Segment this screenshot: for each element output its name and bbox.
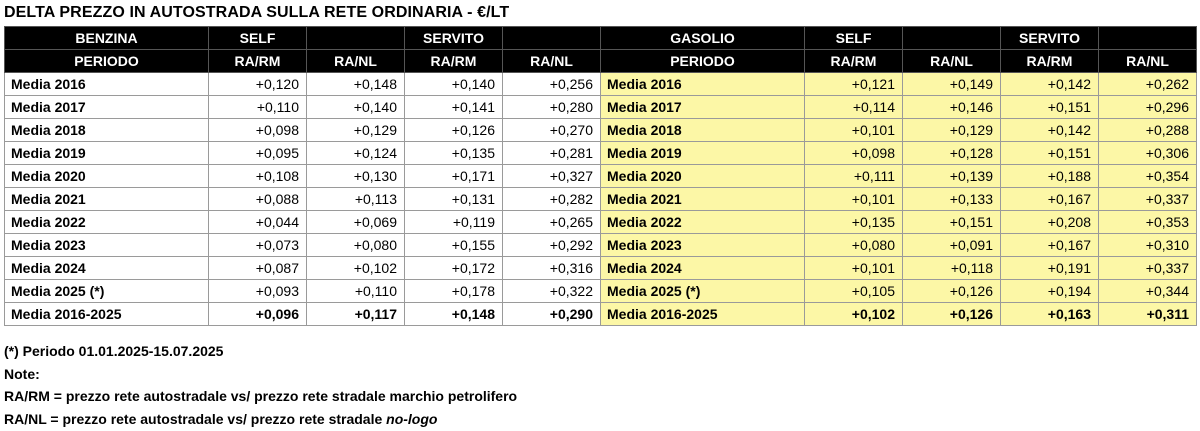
benzina-value-cell: +0,080: [307, 234, 405, 257]
gasolio-group-header: SERVITO: [1001, 27, 1099, 50]
gasolio-period-cell: Media 2017: [601, 96, 805, 119]
benzina-value-cell: +0,280: [503, 96, 601, 119]
benzina-value-cell: +0,148: [307, 73, 405, 96]
gasolio-value-cell: +0,306: [1099, 142, 1197, 165]
benzina-period-cell: Media 2016: [5, 73, 209, 96]
gasolio-value-cell: +0,111: [805, 165, 903, 188]
table-row: [5, 142, 1197, 165]
benzina-value-cell: +0,108: [209, 165, 307, 188]
benzina-group-header: SERVITO: [405, 27, 503, 50]
benzina-period-cell: Media 2025 (*): [5, 280, 209, 303]
benzina-value-cell: +0,088: [209, 188, 307, 211]
gasolio-value-cell: +0,167: [1001, 234, 1099, 257]
page-title: DELTA PREZZO IN AUTOSTRADA SULLA RETE ORDINARIA - €/LT: [4, 4, 510, 21]
benzina-period-cell: Media 2022: [5, 211, 209, 234]
benzina-value-cell: +0,120: [209, 73, 307, 96]
header-row-groups: [5, 27, 1197, 50]
benzina-value-cell: +0,119: [405, 211, 503, 234]
benzina-value-cell: +0,073: [209, 234, 307, 257]
benzina-value-cell: +0,172: [405, 257, 503, 280]
gasolio-period-cell: Media 2020: [601, 165, 805, 188]
benzina-group-header: SELF: [209, 27, 307, 50]
gasolio-value-cell: +0,288: [1099, 119, 1197, 142]
benzina-value-cell: +0,290: [503, 303, 601, 326]
gasolio-value-cell: +0,101: [805, 188, 903, 211]
benzina-value-cell: +0,140: [307, 96, 405, 119]
gasolio-group-header: [1099, 27, 1197, 50]
gasolio-value-cell: +0,142: [1001, 73, 1099, 96]
benzina-value-cell: +0,265: [503, 211, 601, 234]
gasolio-value-cell: +0,114: [805, 96, 903, 119]
benzina-value-cell: +0,270: [503, 119, 601, 142]
gasolio-value-cell: +0,149: [903, 73, 1001, 96]
gasolio-value-cell: +0,091: [903, 234, 1001, 257]
ranl-definition: [4, 408, 517, 431]
gasolio-value-cell: +0,337: [1099, 257, 1197, 280]
benzina-group-header: [503, 27, 601, 50]
gasolio-period-cell: Media 2023: [601, 234, 805, 257]
gasolio-period-cell: Media 2016: [601, 73, 805, 96]
benzina-value-cell: +0,316: [503, 257, 601, 280]
benzina-value-cell: +0,131: [405, 188, 503, 211]
benzina-group-header: [307, 27, 405, 50]
benzina-column-header: RA/NL: [307, 50, 405, 73]
benzina-value-cell: +0,155: [405, 234, 503, 257]
benzina-value-cell: +0,124: [307, 142, 405, 165]
benzina-value-cell: +0,282: [503, 188, 601, 211]
table-row: [5, 119, 1197, 142]
gasolio-period-cell: Media 2019: [601, 142, 805, 165]
gasolio-value-cell: +0,296: [1099, 96, 1197, 119]
benzina-period-cell: Media 2023: [5, 234, 209, 257]
notes-section: [4, 340, 517, 430]
benzina-value-cell: +0,095: [209, 142, 307, 165]
gasolio-value-cell: +0,167: [1001, 188, 1099, 211]
table-row: [5, 234, 1197, 257]
table-row: [5, 96, 1197, 119]
gasolio-column-header: PERIODO: [601, 50, 805, 73]
benzina-value-cell: +0,322: [503, 280, 601, 303]
gasolio-column-header: RA/NL: [1099, 50, 1197, 73]
gasolio-value-cell: +0,262: [1099, 73, 1197, 96]
gasolio-value-cell: +0,101: [805, 119, 903, 142]
benzina-value-cell: +0,256: [503, 73, 601, 96]
gasolio-value-cell: +0,151: [1001, 142, 1099, 165]
gasolio-value-cell: +0,311: [1099, 303, 1197, 326]
gasolio-value-cell: +0,080: [805, 234, 903, 257]
table-row: [5, 73, 1197, 96]
gasolio-value-cell: +0,151: [903, 211, 1001, 234]
benzina-value-cell: +0,044: [209, 211, 307, 234]
benzina-column-header: RA/NL: [503, 50, 601, 73]
gasolio-value-cell: +0,337: [1099, 188, 1197, 211]
ranl-definition-italic: no-logo: [386, 410, 438, 427]
gasolio-value-cell: +0,354: [1099, 165, 1197, 188]
gasolio-value-cell: +0,126: [903, 280, 1001, 303]
period-footnote: (*) Periodo 01.01.2025-15.07.2025: [4, 343, 224, 359]
table-row: [5, 303, 1197, 326]
benzina-value-cell: +0,087: [209, 257, 307, 280]
gasolio-value-cell: +0,146: [903, 96, 1001, 119]
benzina-value-cell: +0,117: [307, 303, 405, 326]
gasolio-group-header: [903, 27, 1001, 50]
gasolio-value-cell: +0,191: [1001, 257, 1099, 280]
benzina-value-cell: +0,110: [307, 280, 405, 303]
gasolio-value-cell: +0,188: [1001, 165, 1099, 188]
gasolio-value-cell: +0,142: [1001, 119, 1099, 142]
benzina-value-cell: +0,113: [307, 188, 405, 211]
benzina-column-header: RA/RM: [405, 50, 503, 73]
gasolio-group-header: GASOLIO: [601, 27, 805, 50]
benzina-group-header: BENZINA: [5, 27, 209, 50]
gasolio-value-cell: +0,121: [805, 73, 903, 96]
benzina-value-cell: +0,110: [209, 96, 307, 119]
gasolio-value-cell: +0,353: [1099, 211, 1197, 234]
gasolio-value-cell: +0,344: [1099, 280, 1197, 303]
table-row: [5, 188, 1197, 211]
benzina-value-cell: +0,098: [209, 119, 307, 142]
gasolio-value-cell: +0,208: [1001, 211, 1099, 234]
benzina-period-cell: Media 2020: [5, 165, 209, 188]
benzina-value-cell: +0,130: [307, 165, 405, 188]
gasolio-value-cell: +0,118: [903, 257, 1001, 280]
gasolio-group-header: SELF: [805, 27, 903, 50]
gasolio-period-cell: Media 2022: [601, 211, 805, 234]
table-row: [5, 257, 1197, 280]
gasolio-value-cell: +0,139: [903, 165, 1001, 188]
gasolio-value-cell: +0,133: [903, 188, 1001, 211]
benzina-period-cell: Media 2019: [5, 142, 209, 165]
benzina-value-cell: +0,096: [209, 303, 307, 326]
benzina-value-cell: +0,281: [503, 142, 601, 165]
benzina-value-cell: +0,178: [405, 280, 503, 303]
benzina-period-cell: Media 2021: [5, 188, 209, 211]
rarm-definition: RA/RM = prezzo rete autostradale vs/ prezzo rete stradale marchio petrolifero: [4, 388, 518, 404]
benzina-period-cell: Media 2016-2025: [5, 303, 209, 326]
gasolio-column-header: RA/RM: [1001, 50, 1099, 73]
benzina-value-cell: +0,171: [405, 165, 503, 188]
benzina-value-cell: +0,093: [209, 280, 307, 303]
gasolio-value-cell: +0,194: [1001, 280, 1099, 303]
benzina-value-cell: +0,148: [405, 303, 503, 326]
benzina-value-cell: +0,069: [307, 211, 405, 234]
benzina-value-cell: +0,102: [307, 257, 405, 280]
gasolio-value-cell: +0,126: [903, 303, 1001, 326]
benzina-value-cell: +0,135: [405, 142, 503, 165]
benzina-value-cell: +0,141: [405, 96, 503, 119]
gasolio-value-cell: +0,310: [1099, 234, 1197, 257]
gasolio-period-cell: Media 2024: [601, 257, 805, 280]
gasolio-value-cell: +0,129: [903, 119, 1001, 142]
gasolio-period-cell: Media 2018: [601, 119, 805, 142]
gasolio-period-cell: Media 2016-2025: [601, 303, 805, 326]
gasolio-value-cell: +0,135: [805, 211, 903, 234]
ranl-definition-text: RA/NL = prezzo rete autostradale vs/ prezzo rete stradale: [4, 410, 387, 427]
gasolio-column-header: RA/RM: [805, 50, 903, 73]
benzina-period-cell: Media 2024: [5, 257, 209, 280]
gasolio-value-cell: +0,098: [805, 142, 903, 165]
benzina-value-cell: +0,327: [503, 165, 601, 188]
gasolio-value-cell: +0,102: [805, 303, 903, 326]
gasolio-value-cell: +0,101: [805, 257, 903, 280]
gasolio-column-header: RA/NL: [903, 50, 1001, 73]
benzina-value-cell: +0,126: [405, 119, 503, 142]
benzina-value-cell: +0,129: [307, 119, 405, 142]
price-delta-table: [4, 26, 1197, 326]
gasolio-value-cell: +0,163: [1001, 303, 1099, 326]
benzina-column-header: RA/RM: [209, 50, 307, 73]
gasolio-period-cell: Media 2025 (*): [601, 280, 805, 303]
benzina-column-header: PERIODO: [5, 50, 209, 73]
table-row: [5, 211, 1197, 234]
benzina-value-cell: +0,140: [405, 73, 503, 96]
benzina-value-cell: +0,292: [503, 234, 601, 257]
gasolio-period-cell: Media 2021: [601, 188, 805, 211]
gasolio-value-cell: +0,128: [903, 142, 1001, 165]
benzina-period-cell: Media 2018: [5, 119, 209, 142]
table-row: [5, 165, 1197, 188]
notes-label: Note:: [4, 365, 40, 382]
gasolio-value-cell: +0,105: [805, 280, 903, 303]
benzina-period-cell: Media 2017: [5, 96, 209, 119]
header-row-columns: [5, 50, 1197, 73]
gasolio-value-cell: +0,151: [1001, 96, 1099, 119]
table-row: [5, 280, 1197, 303]
